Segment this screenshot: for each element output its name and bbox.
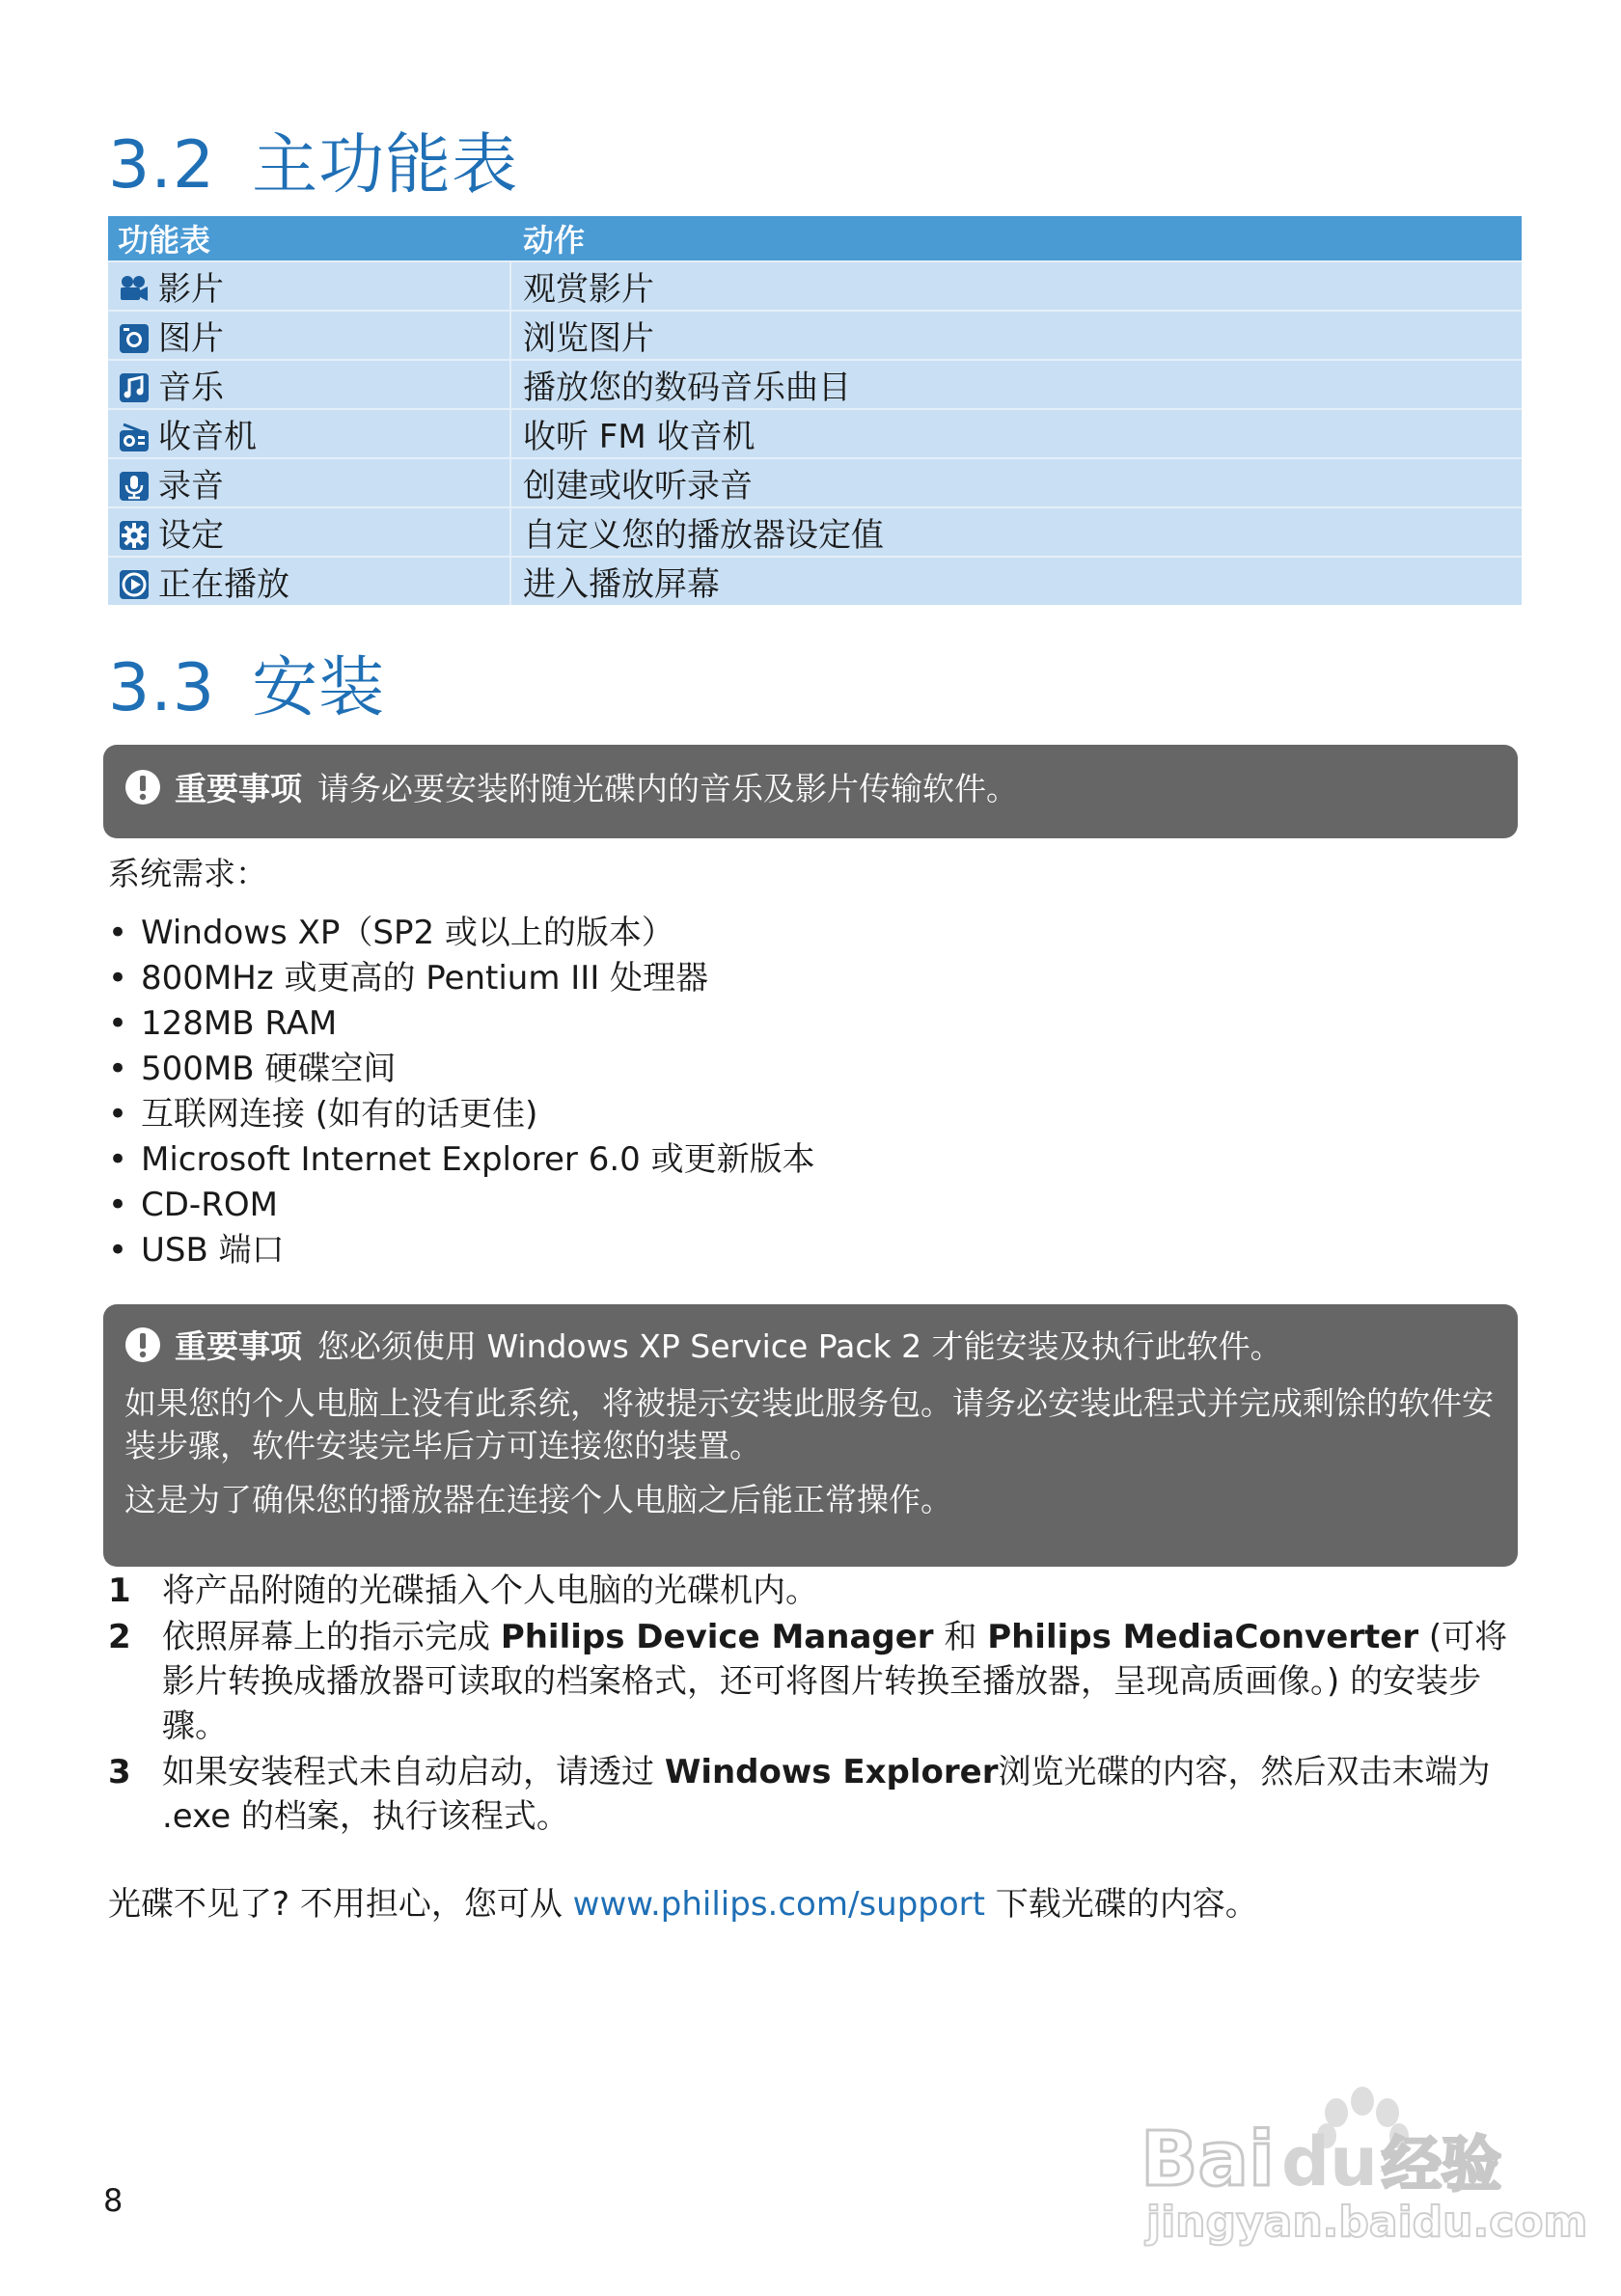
header-action: 动作 <box>511 216 1522 260</box>
note-header <box>124 1322 1495 1367</box>
note-paragraph: 这是为了确保您的播放器在连接个人电脑之后能正常操作。 <box>124 1481 952 1518</box>
list-item: • CD-ROM <box>108 1183 815 1228</box>
requirements-label: 系统需求： <box>108 855 267 892</box>
step-text-part: (可将影片转换成播放器可读取的档案格式，还可将图片转换至播放器，呈现高质画像。) 的安装步骤。 <box>162 1618 1508 1745</box>
menu-cell <box>108 260 511 310</box>
step-text <box>162 1615 1517 1748</box>
note-paragraph: 如果您的个人电脑上没有此系统，将被提示安装此服务包。请务必安装此程式并完成剩馀的软件安装步骤，软件安装完毕后方可连接您的装置。 <box>124 1384 1494 1464</box>
watermark-url: jingyan.baidu.com <box>1146 2198 1588 2247</box>
step-text-part: 如果安装程式未自动启动，请透过 <box>162 1753 665 1791</box>
section-heading-3-3 <box>108 650 386 726</box>
list-item: • 互联网连接 (如有的话更佳) <box>108 1092 815 1137</box>
table-row <box>108 408 1522 457</box>
note-text: 您必须使用 Windows XP Service Pack 2 才能安装及执行此软件。 <box>317 1327 1282 1365</box>
menu-cell <box>108 359 511 408</box>
exclamation-icon <box>124 1326 161 1363</box>
gear-icon <box>118 519 151 552</box>
music-note-icon <box>118 371 151 404</box>
camera-icon <box>118 322 151 355</box>
video-camera-icon <box>118 273 151 306</box>
step-item <box>108 1569 1517 1613</box>
section-title: 安装 <box>252 650 386 726</box>
list-item: • USB 端口 <box>108 1228 815 1273</box>
baidu-watermark <box>1139 2074 1588 2248</box>
list-item: • 800MHz 或更高的 Pentium III 处理器 <box>108 956 815 1001</box>
exclamation-icon <box>124 769 161 806</box>
action-cell: 创建或收听录音 <box>511 457 1522 506</box>
menu-label: 录音 <box>158 467 224 506</box>
note-header <box>124 764 1497 809</box>
page-number: 8 <box>103 2182 124 2219</box>
list-item: • Windows XP（SP2 或以上的版本） <box>108 911 815 956</box>
menu-label: 正在播放 <box>158 565 289 604</box>
radio-icon <box>118 421 151 453</box>
section-title: 主功能表 <box>252 127 519 204</box>
watermark-product: 经验 <box>1382 2129 1502 2200</box>
action-cell: 收听 FM 收音机 <box>511 408 1522 457</box>
step-text-part: 浏览光碟的内容，然后双击末端为 .exe 的档案，执行该程式。 <box>162 1753 1491 1836</box>
menu-cell <box>108 556 511 605</box>
watermark-brand-2: du <box>1281 2122 1378 2201</box>
requirements-list <box>108 911 815 1273</box>
step-bold-text: Windows Explorer <box>664 1753 999 1791</box>
important-note-2 <box>103 1304 1518 1567</box>
watermark-brand: Bai <box>1140 2117 1275 2203</box>
menu-label: 音乐 <box>158 369 224 407</box>
table-row <box>108 556 1522 605</box>
step-bold-text: Philips MediaConverter <box>987 1618 1419 1656</box>
step-text-part: 依照屏幕上的指示完成 <box>162 1618 501 1656</box>
list-item: • 500MB 硬碟空间 <box>108 1047 815 1092</box>
menu-cell <box>108 506 511 556</box>
step-text <box>162 1750 1517 1839</box>
main-menu-table <box>108 216 1522 605</box>
table-row <box>108 457 1522 506</box>
footer-note <box>108 1877 1258 1925</box>
support-link[interactable]: www.philips.com/support <box>572 1885 985 1924</box>
header-menu: 功能表 <box>108 216 511 260</box>
install-steps <box>108 1569 1517 1839</box>
table-row <box>108 310 1522 359</box>
menu-label: 设定 <box>158 516 224 555</box>
action-cell: 进入播放屏幕 <box>511 556 1522 605</box>
step-number: 1 <box>108 1572 131 1610</box>
note-title: 重要事项 <box>175 770 302 807</box>
action-cell: 浏览图片 <box>511 310 1522 359</box>
step-text: 将产品附随的光碟插入个人电脑的光碟机内。 <box>162 1572 818 1610</box>
step-number: 2 <box>108 1618 131 1656</box>
table-row <box>108 506 1522 556</box>
section-number: 3.3 <box>108 650 216 726</box>
action-cell: 播放您的数码音乐曲目 <box>511 359 1522 408</box>
play-circle-icon <box>118 568 151 601</box>
action-cell: 自定义您的播放器设定值 <box>511 506 1522 556</box>
step-bold-text: Philips Device Manager <box>500 1618 934 1656</box>
footer-text: 光碟不见了? 不用担心，您可从 <box>108 1885 573 1924</box>
list-item: • Microsoft Internet Explorer 6.0 或更新版本 <box>108 1137 815 1183</box>
table-header-row <box>108 216 1522 260</box>
list-item: • 128MB RAM <box>108 1001 815 1047</box>
footer-text: 下载光碟的内容。 <box>984 1885 1258 1924</box>
step-item <box>108 1750 1517 1839</box>
microphone-icon <box>118 470 151 503</box>
section-number: 3.2 <box>108 127 216 204</box>
menu-label: 影片 <box>158 270 224 309</box>
note-title: 重要事项 <box>175 1327 302 1365</box>
menu-cell <box>108 310 511 359</box>
action-cell: 观赏影片 <box>511 260 1522 310</box>
important-note-1 <box>103 745 1518 838</box>
table-row <box>108 359 1522 408</box>
step-number: 3 <box>108 1753 131 1791</box>
section-heading-3-2 <box>108 127 519 204</box>
table-row <box>108 260 1522 310</box>
note-text: 请务必要安装附随光碟内的音乐及影片传输软件。 <box>317 770 1018 807</box>
menu-cell <box>108 408 511 457</box>
menu-cell <box>108 457 511 506</box>
menu-label: 收音机 <box>158 418 257 456</box>
step-text-part: 和 <box>933 1618 988 1656</box>
menu-label: 图片 <box>158 319 224 358</box>
step-item <box>108 1615 1517 1748</box>
